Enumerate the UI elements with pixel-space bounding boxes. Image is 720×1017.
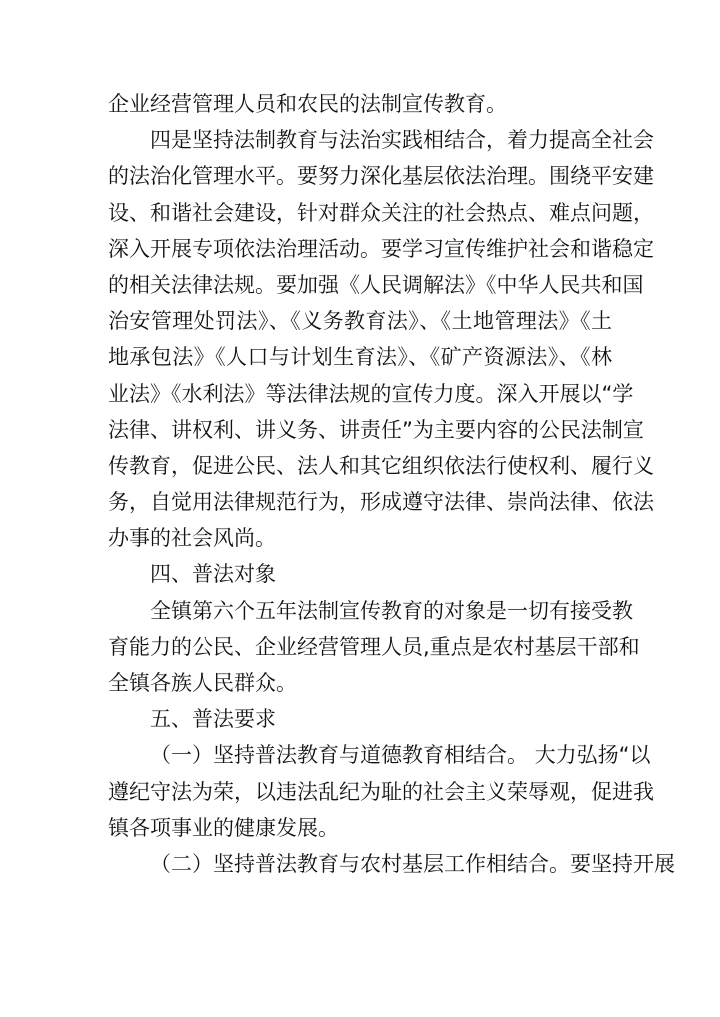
text-line: （二）坚持普法教育与农村基层工作相结合。要坚持开展 bbox=[150, 851, 675, 876]
section-heading-requirements bbox=[108, 701, 612, 737]
text-line: 治安管理处罚法》、《义务教育法》、《土地管理法》《土 bbox=[108, 309, 612, 334]
text-line: 企业经营管理人员和农民的法制宣传教育。 bbox=[108, 92, 507, 116]
heading-text: 五、普法要求 bbox=[150, 707, 276, 732]
text-line: 遵纪守法为荣，以违法乱纪为耻的社会主义荣辱观，促进我 bbox=[108, 779, 654, 804]
text-line: 全镇各族人民群众。 bbox=[108, 671, 297, 695]
text-line: 镇各项事业的健康发展。 bbox=[108, 815, 339, 840]
text-line: （一）坚持普法教育与道德教育相结合。 大力弘扬“以 bbox=[150, 743, 651, 768]
text-line: 深入开展专项依法治理活动。要学习宣传维护社会和谐稳定 bbox=[108, 236, 654, 261]
text-line: 育能力的公民、企业经营管理人员,重点是农村基层干部和 bbox=[108, 634, 640, 659]
text-line: 的相关法律法规。要加强《人民调解法》《中华人民共和国 bbox=[108, 272, 644, 297]
paragraph-enterprise-education bbox=[108, 86, 612, 122]
paragraph-targets bbox=[108, 593, 640, 702]
text-line: 的法治化管理水平。要努力深化基层依法治理。围绕平安建 bbox=[108, 164, 654, 189]
section-heading-targets bbox=[108, 556, 612, 592]
paragraph-requirement-1 bbox=[108, 737, 654, 846]
paragraph-fourth-point bbox=[108, 122, 654, 556]
text-line: 传教育，促进公民、法人和其它组织依法行使权利、履行义 bbox=[108, 453, 654, 478]
text-line: 业法》《水利法》等法律法规的宣传力度。深入开展以“学 bbox=[108, 381, 634, 406]
text-line: 四是坚持法制教育与法治实践相结合，着力提高全社会 bbox=[150, 128, 654, 153]
text-line: 法律、讲权利、讲义务、讲责任”为主要内容的公民法制宣 bbox=[108, 417, 644, 442]
paragraph-requirement-2 bbox=[108, 846, 675, 882]
document-body bbox=[108, 86, 675, 882]
text-line: 务，自觉用法律规范行为，形成遵守法律、崇尚法律、依法 bbox=[108, 490, 654, 515]
text-line: 办事的社会风尚。 bbox=[108, 526, 276, 551]
heading-text: 四、普法对象 bbox=[150, 562, 276, 587]
text-line: 设、和谐社会建设，针对群众关注的社会热点、难点问题， bbox=[108, 200, 654, 225]
text-line: 全镇第六个五年法制宣传教育的对象是一切有接受教 bbox=[150, 598, 633, 623]
text-line: 地承包法》《人口与计划生育法》、《矿产资源法》、《林 bbox=[108, 345, 612, 370]
